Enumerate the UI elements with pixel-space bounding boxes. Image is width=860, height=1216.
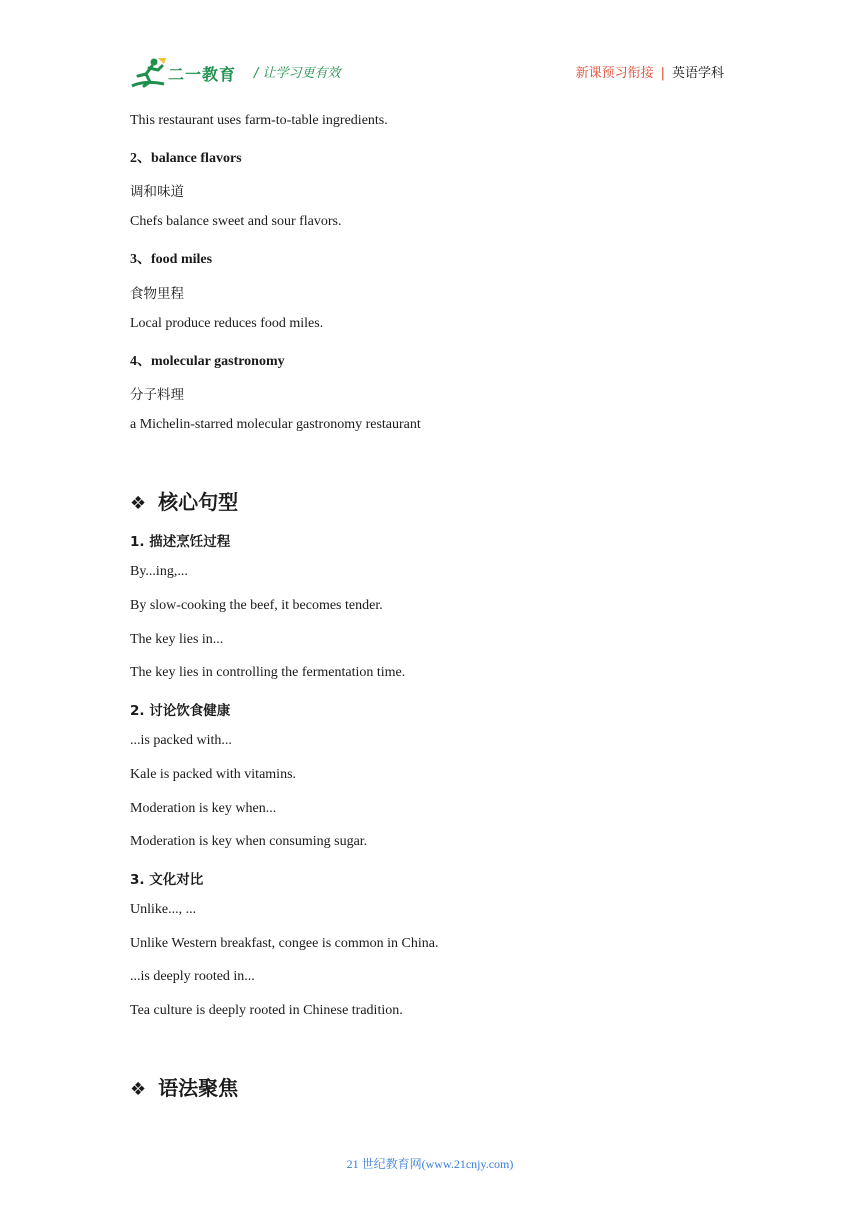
example-sentence: This restaurant uses farm-to-table ingredients.: [130, 113, 388, 128]
subject-label: 英语学科: [671, 66, 724, 81]
pattern-formula: The key lies in...: [130, 632, 224, 647]
example-sentence: Moderation is key when consuming sugar.: [130, 834, 368, 849]
pattern-formula: By...ing,...: [130, 564, 188, 579]
diamond-bullet-icon: ❖: [130, 1079, 147, 1100]
example-sentence: Kale is packed with vitamins.: [130, 767, 297, 782]
pattern-heading: 2. 讨论饮食健康: [130, 703, 231, 719]
example-sentence: a Michelin-starred molecular gastronomy restaurant: [130, 417, 421, 432]
logo-text: 二一教育: [168, 65, 237, 84]
vocab-term: 2、balance flavors: [130, 151, 242, 166]
vocab-translation: 调和味道: [130, 184, 184, 200]
diamond-bullet-icon: ❖: [130, 493, 147, 514]
pattern-formula: Unlike..., ...: [130, 902, 197, 917]
pattern-heading: 1. 描述烹饪过程: [130, 534, 231, 550]
pattern-formula: Moderation is key when...: [130, 801, 277, 816]
example-sentence: Unlike Western breakfast, congee is common in China.: [130, 936, 439, 951]
pattern-heading: 3. 文化对比: [130, 872, 204, 888]
section-heading-core-patterns: [130, 486, 238, 515]
pattern-formula: ...is deeply rooted in...: [130, 969, 255, 984]
vocab-translation: 分子料理: [130, 387, 184, 403]
section-heading-grammar-focus: [130, 1072, 238, 1101]
vocab-term: 4、molecular gastronomy: [130, 354, 285, 369]
example-sentence: Tea culture is deeply rooted in Chinese tradition.: [130, 1003, 403, 1018]
page-footer: 21 世纪教育网(www.21cnjy.com): [346, 1157, 514, 1171]
logo: [130, 56, 240, 90]
course-label: 新课预习衔接: [575, 66, 654, 81]
slogan: / 让学习更有效: [254, 66, 341, 81]
vocab-term: 3、food miles: [130, 252, 213, 267]
example-sentence: By slow-cooking the beef, it becomes tender.: [130, 598, 383, 613]
example-sentence: Chefs balance sweet and sour flavors.: [130, 214, 342, 229]
runner-logo-icon: [130, 56, 170, 90]
example-sentence: The key lies in controlling the fermentation time.: [130, 665, 406, 680]
section-title: 语法聚焦: [158, 1076, 239, 1100]
header-right: [576, 62, 724, 81]
pattern-formula: ...is packed with...: [130, 733, 232, 748]
page-header: [130, 56, 730, 90]
vocab-translation: 食物里程: [130, 286, 184, 302]
section-title: 核心句型: [158, 490, 239, 514]
example-sentence: Local produce reduces food miles.: [130, 316, 324, 331]
header-separator: |: [660, 66, 665, 81]
